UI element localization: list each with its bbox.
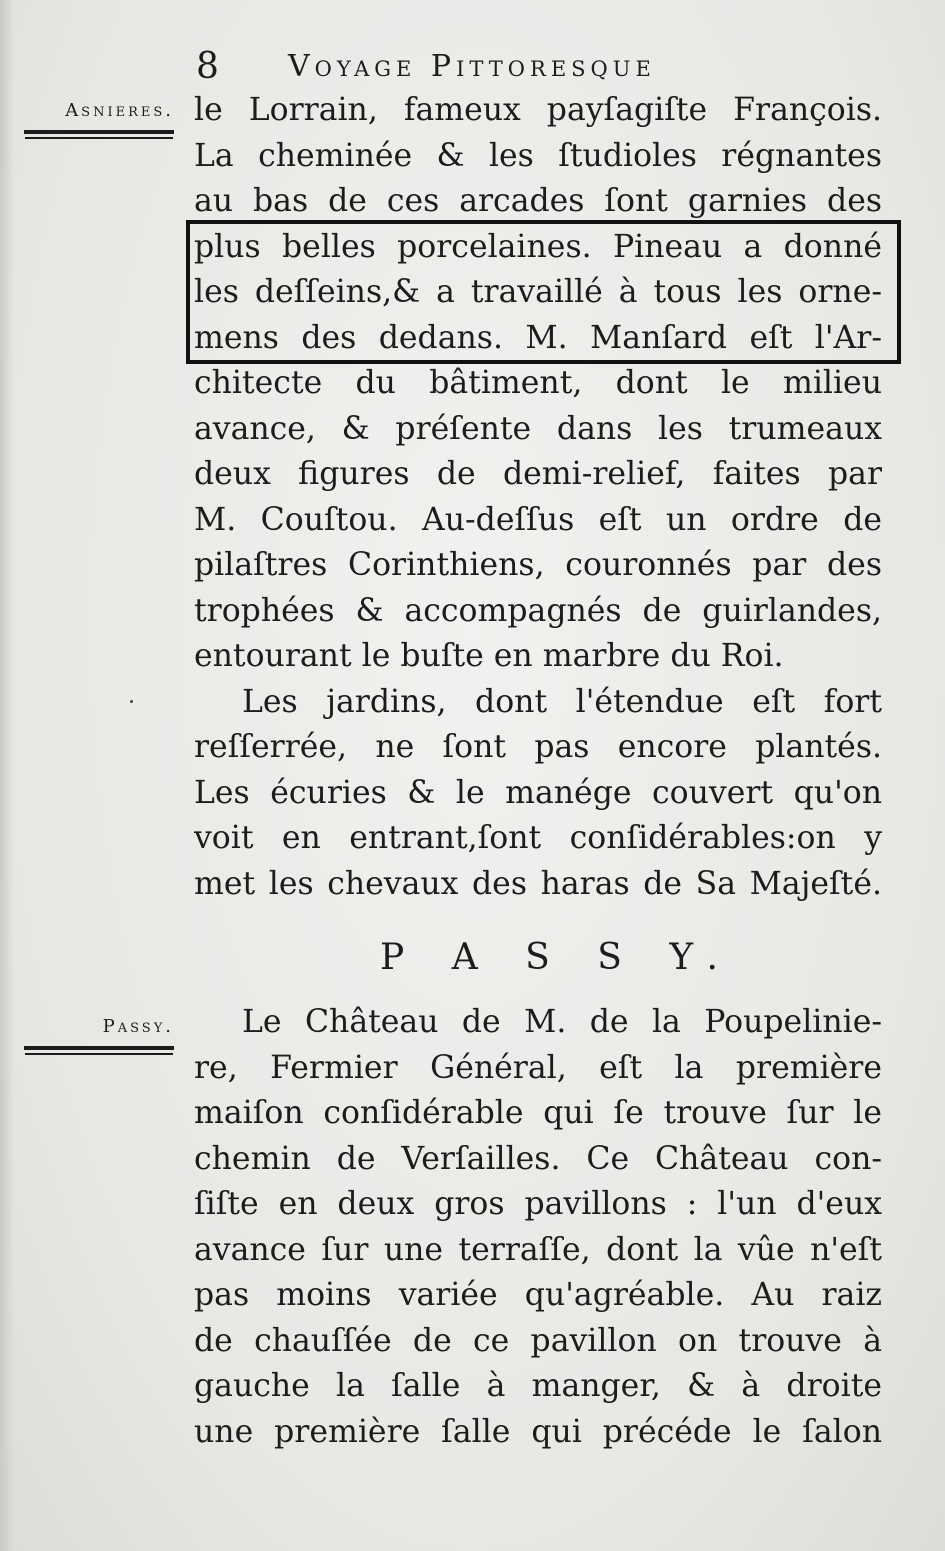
text-line: ſiſte en deux gros pavillons : l'un d'eux bbox=[194, 1186, 882, 1222]
text-line: trophées & accompagnés de guirlandes, bbox=[194, 592, 882, 629]
main-text-bottom bbox=[194, 1000, 882, 1455]
text-line: Les écuries & le manége couvert qu'on bbox=[194, 774, 882, 811]
text-line: maiſon conſidérable qui ſe trouve ſur le bbox=[194, 1095, 882, 1131]
text-line: La cheminée & les ſtudioles régnantes bbox=[194, 137, 882, 174]
text-line: de chauſſée de ce pavillon on trouve à bbox=[194, 1322, 882, 1359]
text-line: voit en entrant,ſont conſidérables:on y bbox=[194, 820, 882, 856]
text-line: reſſerrée, ne ſont pas encore plantés. bbox=[194, 729, 882, 765]
text-line: avance ſur une terraſſe, dont la vûe n'eſt bbox=[194, 1231, 882, 1268]
binding-shadow bbox=[0, 0, 14, 1551]
text-line: mens des dedans. M. Manſard eſt l'Ar- bbox=[194, 319, 882, 356]
text-line: pilaſtres Corinthiens, couronnés par des bbox=[194, 547, 882, 583]
text-line: deux figures de demi-relief, faites par bbox=[194, 456, 882, 492]
text-line: re, Fermier Général, eſt la première bbox=[194, 1049, 882, 1086]
running-title: Voyage Pittoresque bbox=[288, 49, 656, 84]
margin-rule bbox=[24, 1046, 174, 1050]
page-number: 8 bbox=[196, 46, 219, 87]
text-line: entourant le buſte en marbre du Roi. bbox=[194, 638, 784, 674]
highlight-box bbox=[186, 220, 901, 364]
margin-note-label: Asnieres. bbox=[65, 100, 174, 121]
text-line: plus belles porcelaines. Pineau a donné bbox=[194, 228, 882, 265]
text-line: Le Château de M. de la Poupelinie- bbox=[242, 1004, 882, 1040]
section-heading: P A S S Y. bbox=[380, 937, 736, 978]
text-line: met les chevaux des haras de Sa Majeſté. bbox=[194, 865, 882, 902]
margin-rule bbox=[24, 130, 174, 134]
main-text-top bbox=[194, 88, 882, 907]
text-line: avance, & préſente dans les trumeaux bbox=[194, 410, 882, 447]
margin-note-asnieres bbox=[20, 98, 180, 134]
text-line: chemin de Verſailles. Ce Château con- bbox=[194, 1140, 882, 1177]
text-line: gauche la ſalle à manger, & à droite bbox=[194, 1368, 882, 1404]
text-line: le Lorrain, fameux payſagiſte François. bbox=[194, 92, 882, 128]
margin-note-label: Passy. bbox=[102, 1016, 174, 1037]
text-line: une première ſalle qui précéde le ſalon bbox=[194, 1413, 882, 1450]
text-line: pas moins variée qu'agréable. Au raiz bbox=[194, 1277, 882, 1313]
margin-note-passy bbox=[20, 1014, 180, 1050]
text-line: au bas de ces arcades ſont garnies des bbox=[194, 183, 882, 219]
text-line: M. Couſtou. Au-deſſus eſt un ordre de bbox=[194, 501, 882, 538]
text-line: Les jardins, dont l'étendue eſt fort bbox=[242, 683, 882, 720]
text-line: les deſſeins,& a travaillé à tous les orne- bbox=[194, 274, 882, 310]
text-line: chitecte du bâtiment, dont le milieu bbox=[194, 365, 882, 401]
margin-dot bbox=[130, 700, 133, 703]
